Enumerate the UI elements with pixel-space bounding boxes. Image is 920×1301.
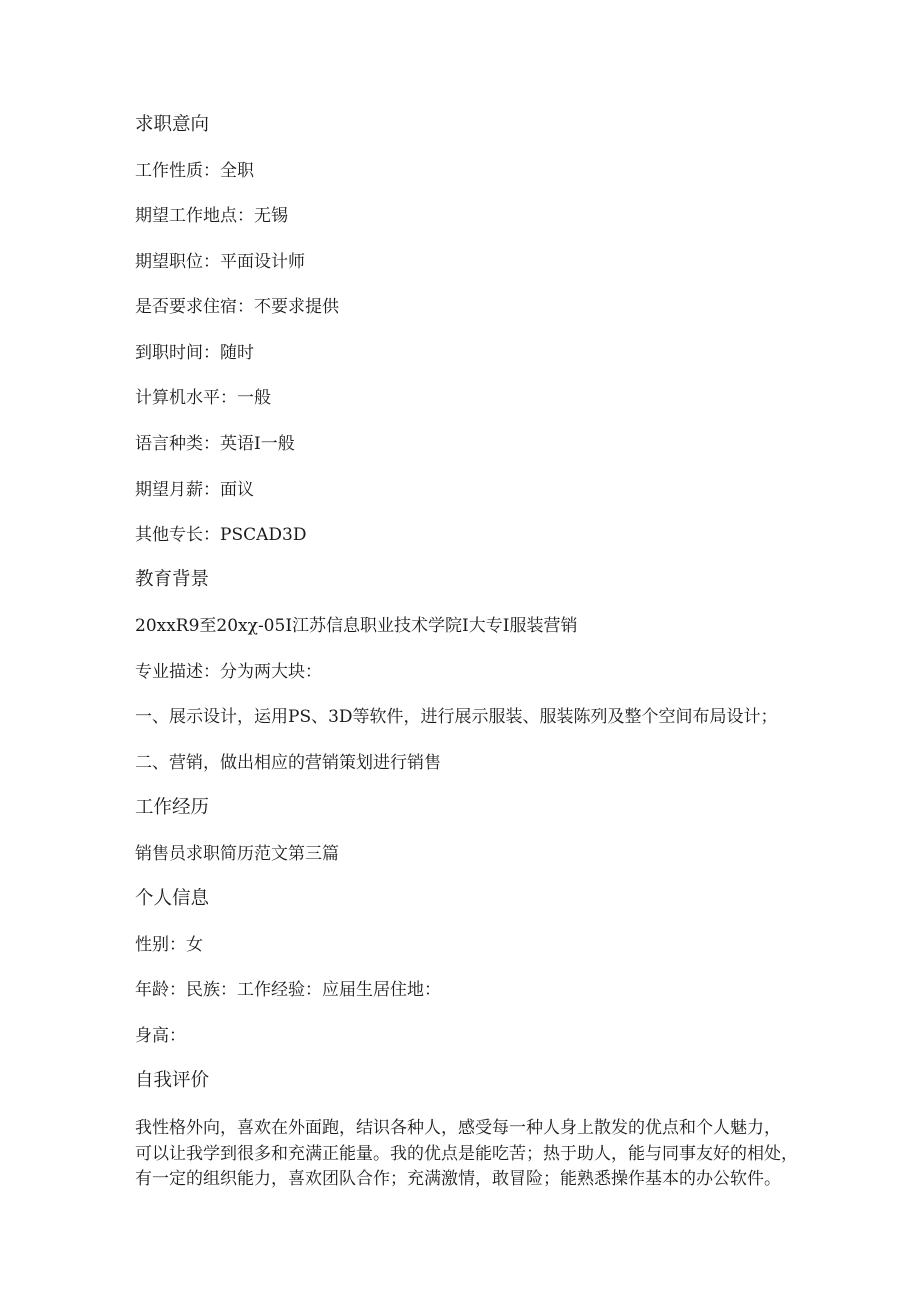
job-intent-heading: 求职意向 bbox=[135, 114, 210, 135]
personal-details: 年龄：民族：工作经验：应届生居住地： bbox=[135, 980, 441, 1000]
start-time: 到职时间：随时 bbox=[135, 343, 254, 363]
personal-heading: 个人信息 bbox=[135, 888, 210, 909]
computer-level: 计算机水平：一般 bbox=[135, 388, 271, 408]
major-item-1: 一、展示设计，运用PS、3D等软件，进行展示服装、服装陈列及整个空间布局设计； bbox=[135, 707, 778, 727]
work-heading: 工作经历 bbox=[135, 797, 210, 818]
self-eval-line: 可以让我学到很多和充满正能量。我的优点是能吃苦；热于助人，能与同事友好的相处， bbox=[135, 1143, 798, 1164]
job-nature: 工作性质：全职 bbox=[135, 161, 254, 181]
major-description: 专业描述：分为两大块： bbox=[135, 662, 322, 682]
self-eval-line: 有一定的组织能力，喜欢团队合作；充满激情，敢冒险；能熟悉操作基本的办公软件。 bbox=[135, 1169, 781, 1189]
gender: 性别：女 bbox=[135, 935, 203, 955]
education-heading: 教育背景 bbox=[135, 569, 210, 590]
language-level: 语言种类：英语I一般 bbox=[135, 434, 295, 454]
desired-salary: 期望月薪：面议 bbox=[135, 480, 254, 500]
major-item-2: 二、营销，做出相应的营销策划进行销售 bbox=[135, 753, 441, 773]
self-eval-heading: 自我评价 bbox=[135, 1070, 210, 1091]
housing-requirement: 是否要求住宿：不要求提供 bbox=[135, 297, 339, 317]
desired-position: 期望职位：平面设计师 bbox=[135, 252, 305, 272]
article-title: 销售员求职简历范文第三篇 bbox=[135, 844, 339, 864]
self-eval-line: 我性格外向，喜欢在外面跑，结识各种人，感受每一种人身上散发的优点和个人魅力， bbox=[135, 1118, 781, 1138]
other-skills: 其他专长：PSCAD3D bbox=[135, 525, 307, 545]
education-entry: 20xxR9至20xχ-05I江苏信息职业技术学院I大专I服装营销 bbox=[135, 616, 578, 636]
self-eval-paragraph bbox=[135, 1116, 798, 1193]
desired-location: 期望工作地点：无锡 bbox=[135, 206, 288, 226]
height: 身高： bbox=[135, 1026, 186, 1046]
